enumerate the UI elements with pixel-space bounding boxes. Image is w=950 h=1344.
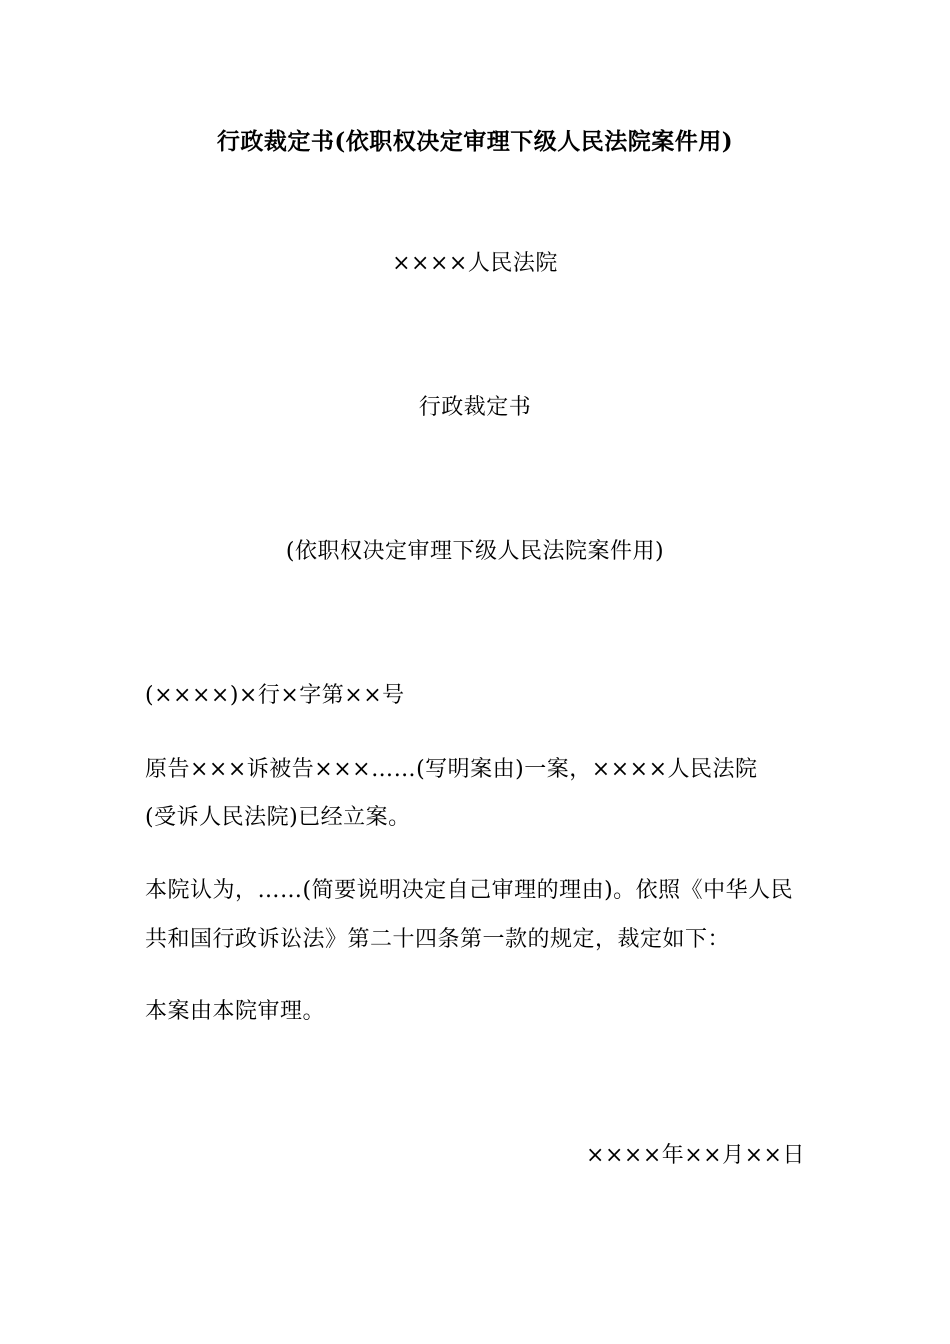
document-date: ××××年××月××日 bbox=[586, 1143, 805, 1168]
paragraph-1-line-1: 原告×××诉被告×××……(写明案由)一案，××××人民法院 bbox=[145, 757, 758, 782]
document-type: 行政裁定书 bbox=[418, 395, 532, 420]
case-number: (××××)×行×字第××号 bbox=[145, 683, 405, 708]
ruling-text: 本案由本院审理。 bbox=[145, 999, 326, 1024]
paragraph-2-line-1: 本院认为，……(简要说明决定自己审理的理由)。依照《中华人民 bbox=[145, 878, 794, 903]
court-name: ××××人民法院 bbox=[392, 251, 558, 276]
document-subtitle: (依职权决定审理下级人民法院案件用) bbox=[285, 539, 665, 564]
paragraph-1-line-2: (受诉人民法院)已经立案。 bbox=[145, 805, 411, 830]
document-title: 行政裁定书(依职权决定审理下级人民法院案件用) bbox=[216, 128, 734, 155]
paragraph-2-line-2: 共和国行政诉讼法》第二十四条第一款的规定，裁定如下： bbox=[145, 927, 731, 952]
